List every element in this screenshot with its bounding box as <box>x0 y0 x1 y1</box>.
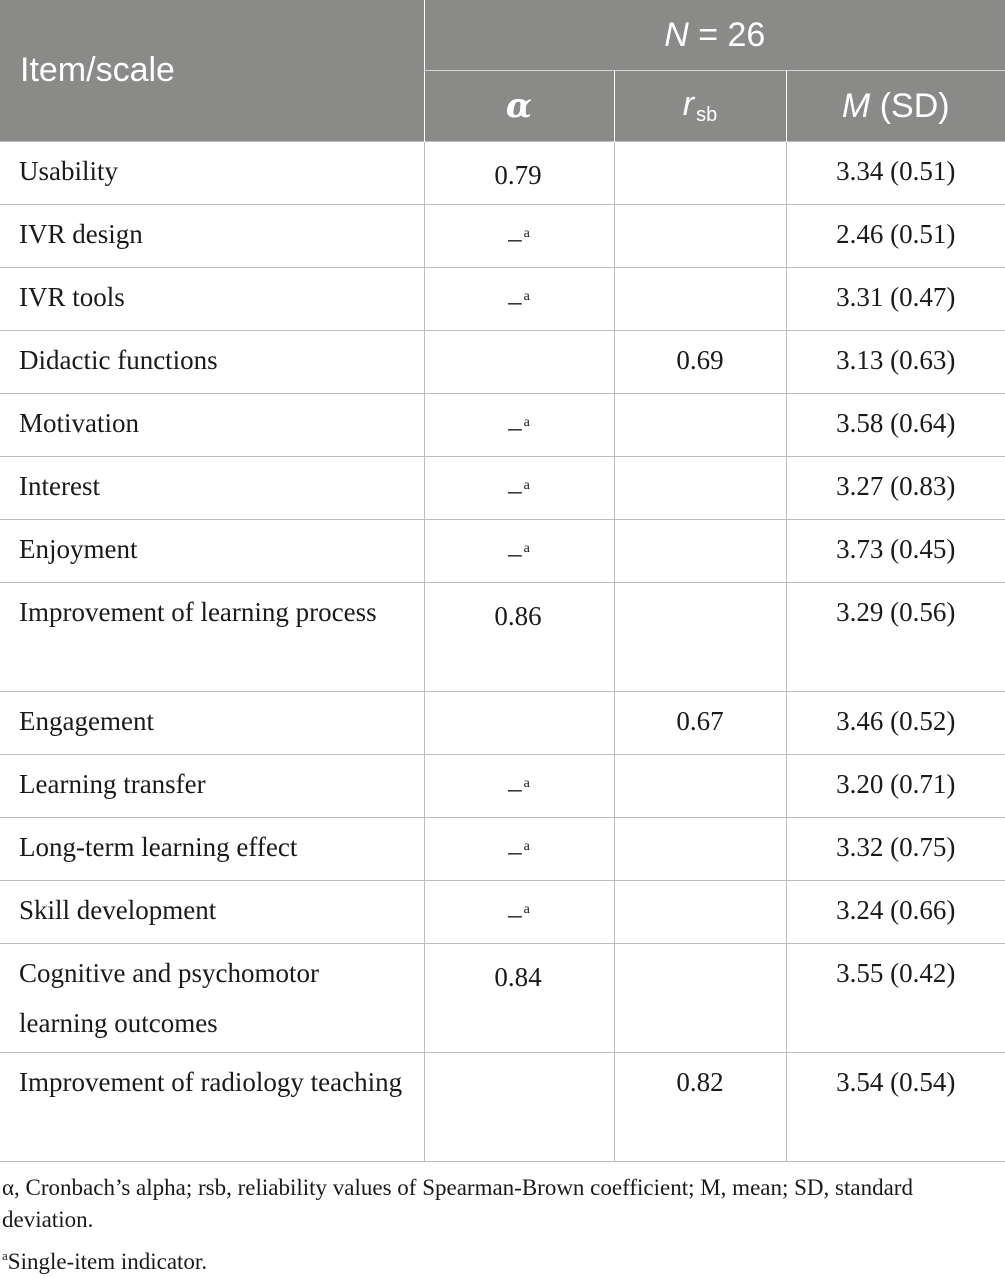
cell-alpha: 0.86 <box>424 583 614 692</box>
cell-item: IVR design <box>0 205 424 268</box>
cell-alpha <box>424 692 614 755</box>
superscript-a: a <box>523 226 530 241</box>
cell-item: Engagement <box>0 692 424 755</box>
footnote-abbreviations: α, Cronbach’s alpha; rsb, reliability values of Spearman-Brown coefficient; M, mean; SD, standard deviation. <box>2 1175 913 1232</box>
cell-mean-sd: 3.31 (0.47) <box>786 268 1005 331</box>
header-mean-sd: M (SD) <box>786 71 1005 142</box>
footnote-single-item: $^a$Single-item indicator. <box>2 1248 208 1274</box>
cell-alpha: 0.79 <box>424 142 614 205</box>
superscript-a: a <box>523 839 530 854</box>
cell-mean-sd: 3.34 (0.51) <box>786 142 1005 205</box>
cell-item: Improvement of radiology teaching <box>0 1053 424 1162</box>
table-row <box>0 331 1005 394</box>
header-sample-size: N = 26 <box>424 0 1005 71</box>
cell-alpha <box>424 1053 614 1162</box>
table-row <box>0 755 1005 818</box>
table-header <box>0 0 1005 142</box>
superscript-a: a <box>523 415 530 430</box>
cell-alpha: – $^a$ <box>424 520 614 583</box>
table-row <box>0 205 1005 268</box>
cell-mean-sd: 3.24 (0.66) <box>786 881 1005 944</box>
table-row <box>0 268 1005 331</box>
table-row <box>0 457 1005 520</box>
cell-rsb: 0.69 <box>614 331 786 394</box>
header-item-scale: Item/scale <box>0 0 424 142</box>
cell-alpha: – $^a$ <box>424 394 614 457</box>
header-alpha: α <box>424 71 614 142</box>
cell-item: Didactic functions <box>0 331 424 394</box>
cell-rsb <box>614 583 786 692</box>
cell-item: Learning transfer <box>0 755 424 818</box>
table-row <box>0 692 1005 755</box>
table-row <box>0 520 1005 583</box>
table-row <box>0 881 1005 944</box>
cell-alpha: – $^a$ <box>424 268 614 331</box>
cell-item: Interest <box>0 457 424 520</box>
cell-rsb <box>614 394 786 457</box>
table-row <box>0 1053 1005 1162</box>
table-row <box>0 583 1005 692</box>
cell-alpha: – $^a$ <box>424 881 614 944</box>
superscript-a: a <box>523 289 530 304</box>
cell-item: Usability <box>0 142 424 205</box>
superscript-a: a <box>523 478 530 493</box>
header-rsb: r sb <box>614 71 786 142</box>
cell-rsb <box>614 755 786 818</box>
cell-item: Enjoyment <box>0 520 424 583</box>
cell-alpha: – $^a$ <box>424 457 614 520</box>
cell-rsb: 0.67 <box>614 692 786 755</box>
cell-alpha <box>424 331 614 394</box>
cell-mean-sd: 3.54 (0.54) <box>786 1053 1005 1162</box>
cell-item: Motivation <box>0 394 424 457</box>
cell-mean-sd: 3.27 (0.83) <box>786 457 1005 520</box>
table-row <box>0 944 1005 1053</box>
cell-item: IVR tools <box>0 268 424 331</box>
cell-mean-sd: 3.29 (0.56) <box>786 583 1005 692</box>
cell-item: Cognitive and psychomotor learning outcomes <box>0 944 424 1053</box>
superscript-a: a <box>523 541 530 556</box>
cell-mean-sd: 3.46 (0.52) <box>786 692 1005 755</box>
cell-rsb <box>614 818 786 881</box>
cell-rsb <box>614 944 786 1053</box>
cell-alpha: – $^a$ <box>424 755 614 818</box>
cell-alpha: – $^a$ <box>424 818 614 881</box>
cell-alpha: 0.84 <box>424 944 614 1053</box>
table-row <box>0 142 1005 205</box>
table-row <box>0 818 1005 881</box>
table-footnotes <box>0 1162 1004 1278</box>
cell-rsb <box>614 520 786 583</box>
cell-mean-sd: 3.20 (0.71) <box>786 755 1005 818</box>
table-row <box>0 394 1005 457</box>
cell-rsb <box>614 881 786 944</box>
cell-item: Skill development <box>0 881 424 944</box>
cell-alpha: – $^a$ <box>424 205 614 268</box>
cell-mean-sd: 3.55 (0.42) <box>786 944 1005 1053</box>
cell-item: Improvement of learning process <box>0 583 424 692</box>
superscript-a: a <box>523 902 530 917</box>
cell-rsb: 0.82 <box>614 1053 786 1162</box>
cell-mean-sd: 3.13 (0.63) <box>786 331 1005 394</box>
cell-rsb <box>614 142 786 205</box>
cell-item: Long-term learning effect <box>0 818 424 881</box>
cell-mean-sd: 3.58 (0.64) <box>786 394 1005 457</box>
superscript-a: a <box>523 776 530 791</box>
cell-mean-sd: 3.32 (0.75) <box>786 818 1005 881</box>
cell-rsb <box>614 457 786 520</box>
cell-mean-sd: 2.46 (0.51) <box>786 205 1005 268</box>
table-body <box>0 142 1005 1162</box>
cell-rsb <box>614 205 786 268</box>
cell-mean-sd: 3.73 (0.45) <box>786 520 1005 583</box>
cell-rsb <box>614 268 786 331</box>
